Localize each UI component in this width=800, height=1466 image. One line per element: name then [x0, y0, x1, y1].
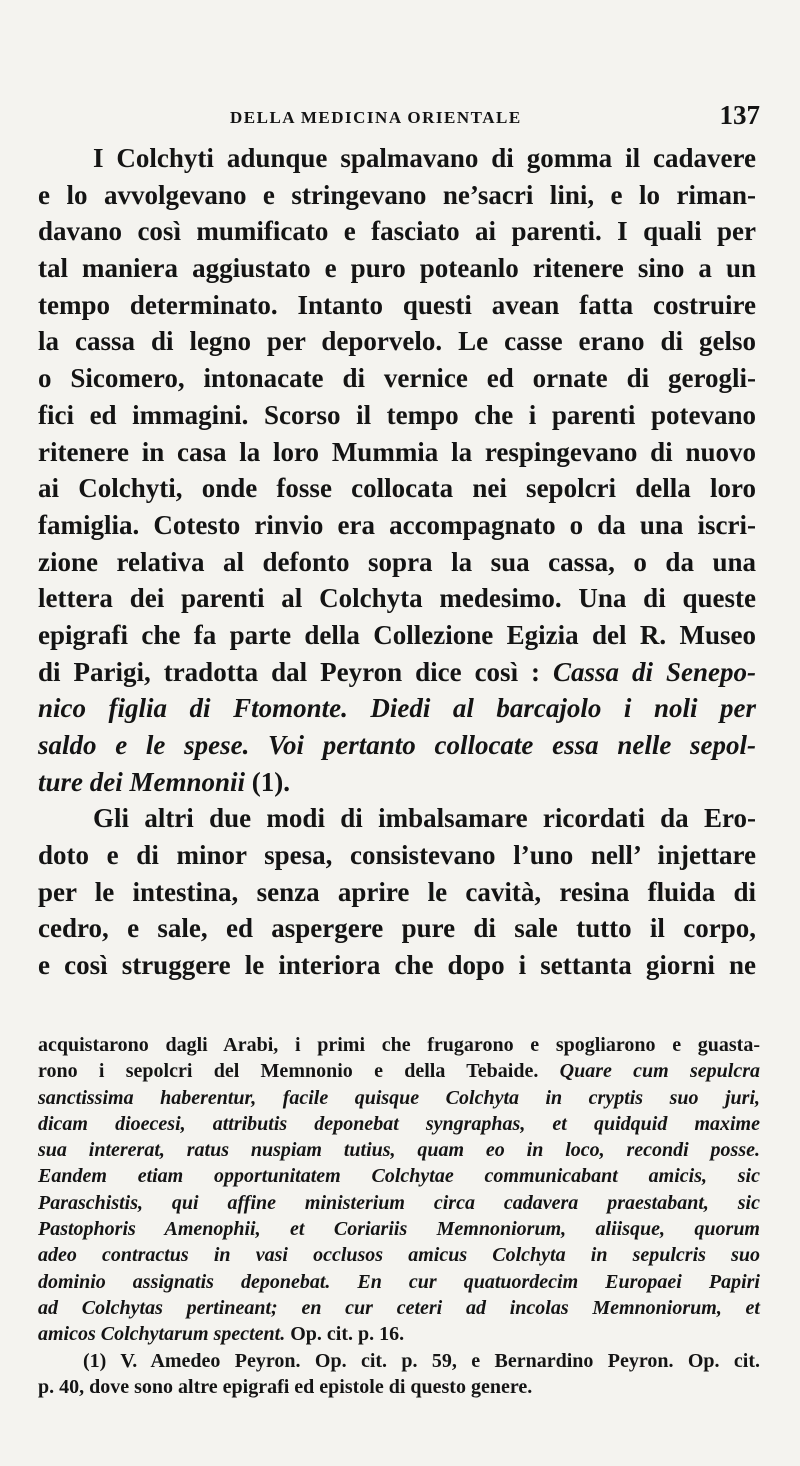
text-line: tempo determinato. Intanto questi avean fatta costruire	[38, 289, 756, 320]
text-line: ritenere in casa la loro Mummia la respingevano di nuovo	[38, 436, 756, 467]
text-line: o Sicomero, intonacate di vernice ed ornate di gerogli-	[38, 363, 756, 394]
italic-segment: amicos Colchytarum spectent.	[38, 1323, 286, 1346]
footnote-line	[38, 1058, 760, 1084]
text-line: fici ed immagini. Scorso il tempo che i parenti potevano	[38, 399, 756, 430]
footnote-line: dicam dioecesi, attributis deponebat syngraphas, et quidquid maxime	[38, 1112, 760, 1135]
text-line: Gli altri due modi di imbalsamare ricordati da Ero-	[93, 803, 756, 834]
text-line: nico figlia di Ftomonte. Diedi al barcajolo i noli per	[38, 693, 756, 724]
text-line: cedro, e sale, ed aspergere pure di sale tutto il corpo,	[38, 913, 756, 944]
footnote-line: (1) V. Amedeo Peyron. Op. cit. p. 59, e Bernardino Peyron. Op. cit.	[83, 1349, 760, 1372]
footnote-line: sua intererat, ratus nuspiam tutius, quam eo in loco, recondi posse.	[38, 1139, 760, 1162]
page-header	[30, 100, 770, 140]
footnote-line: Eandem etiam opportunitatem Colchytae communicabant amicis, sic	[38, 1165, 760, 1188]
footnote-line: Paraschistis, qui affine ministerium circa cadavera praestabant, sic	[38, 1191, 760, 1214]
text-line: I Colchyti adunque spalmavano di gomma il cadavere	[93, 143, 756, 173]
page-number: 137	[719, 100, 760, 130]
text-line: ai Colchyti, onde fosse collocata nei sepolcri della loro	[38, 473, 756, 504]
footnote-line: sanctissima haberentur, facile quisque Colchyta in cryptis suo juri,	[38, 1086, 760, 1109]
italic-segment: ture dei Memnonii	[38, 766, 246, 797]
footnote-ref: (1).	[251, 766, 291, 797]
text-line: zione relativa al defonto sopra la sua cassa, o da una	[38, 546, 756, 577]
text-line	[38, 654, 756, 691]
text-segment: rono i sepolcri del Memnonio e della Tebaide.	[38, 1060, 539, 1083]
text-line: lettera dei parenti al Colchyta medesimo. Una di queste	[38, 583, 756, 614]
citation: Op. cit. p. 16.	[290, 1323, 405, 1346]
footnote-line: ad Colchytas pertineant; en cur ceteri ad incolas Memnoniorum, et	[38, 1296, 760, 1319]
footnote-line	[38, 1321, 760, 1347]
italic-segment: Cassa di Senepo-	[553, 656, 757, 687]
main-text	[38, 140, 756, 984]
footnote-line: Pastophoris Amenophii, et Coriariis Memnoniorum, aliisque, quorum	[38, 1218, 760, 1241]
footnote-line: dominio assignatis deponebat. En cur quatuordecim Europaei Papiri	[38, 1270, 760, 1293]
text-line	[38, 764, 756, 801]
text-line: tal maniera aggiustato e puro poteanlo ritenere sino a un	[38, 253, 756, 284]
text-segment: di Parigi, tradotta dal Peyron dice così :	[38, 656, 541, 687]
footnote-line: acquistarono dagli Arabi, i primi che frugarono e spogliarono e guasta-	[38, 1034, 760, 1056]
text-line: e lo avvolgevano e stringevano ne’sacri lini, e lo riman-	[38, 179, 756, 210]
footnote-line: p. 40, dove sono altre epigrafi ed epistole di questo genere.	[38, 1375, 533, 1398]
text-line: davano così mumificato e fasciato ai parenti. I quali per	[38, 216, 756, 247]
text-line: famiglia. Cotesto rinvio era accompagnato o da una iscri-	[38, 509, 756, 540]
running-title: DELLA MEDICINA ORIENTALE	[230, 108, 522, 127]
text-line: epigrafi che fa parte della Collezione Egizia del R. Museo	[38, 619, 756, 650]
footnote-line: adeo contractus in vasi occlusos amicus Colchyta in sepulcris suo	[38, 1244, 760, 1267]
italic-segment: Quare cum sepulcra	[559, 1060, 761, 1083]
text-line: la cassa di legno per deporvelo. Le casse erano di gelso	[38, 326, 756, 357]
text-line: e così struggere le interiora che dopo i settanta giorni ne	[38, 950, 756, 981]
text-line: doto e di minor spesa, consistevano l’uno nell’ injettare	[38, 840, 756, 871]
footnotes	[38, 1032, 760, 1400]
text-line: per le intestina, senza aprire le cavità, resina fluida di	[38, 876, 756, 907]
text-line: saldo e le spese. Voi pertanto collocate essa nelle sepol-	[38, 730, 756, 760]
